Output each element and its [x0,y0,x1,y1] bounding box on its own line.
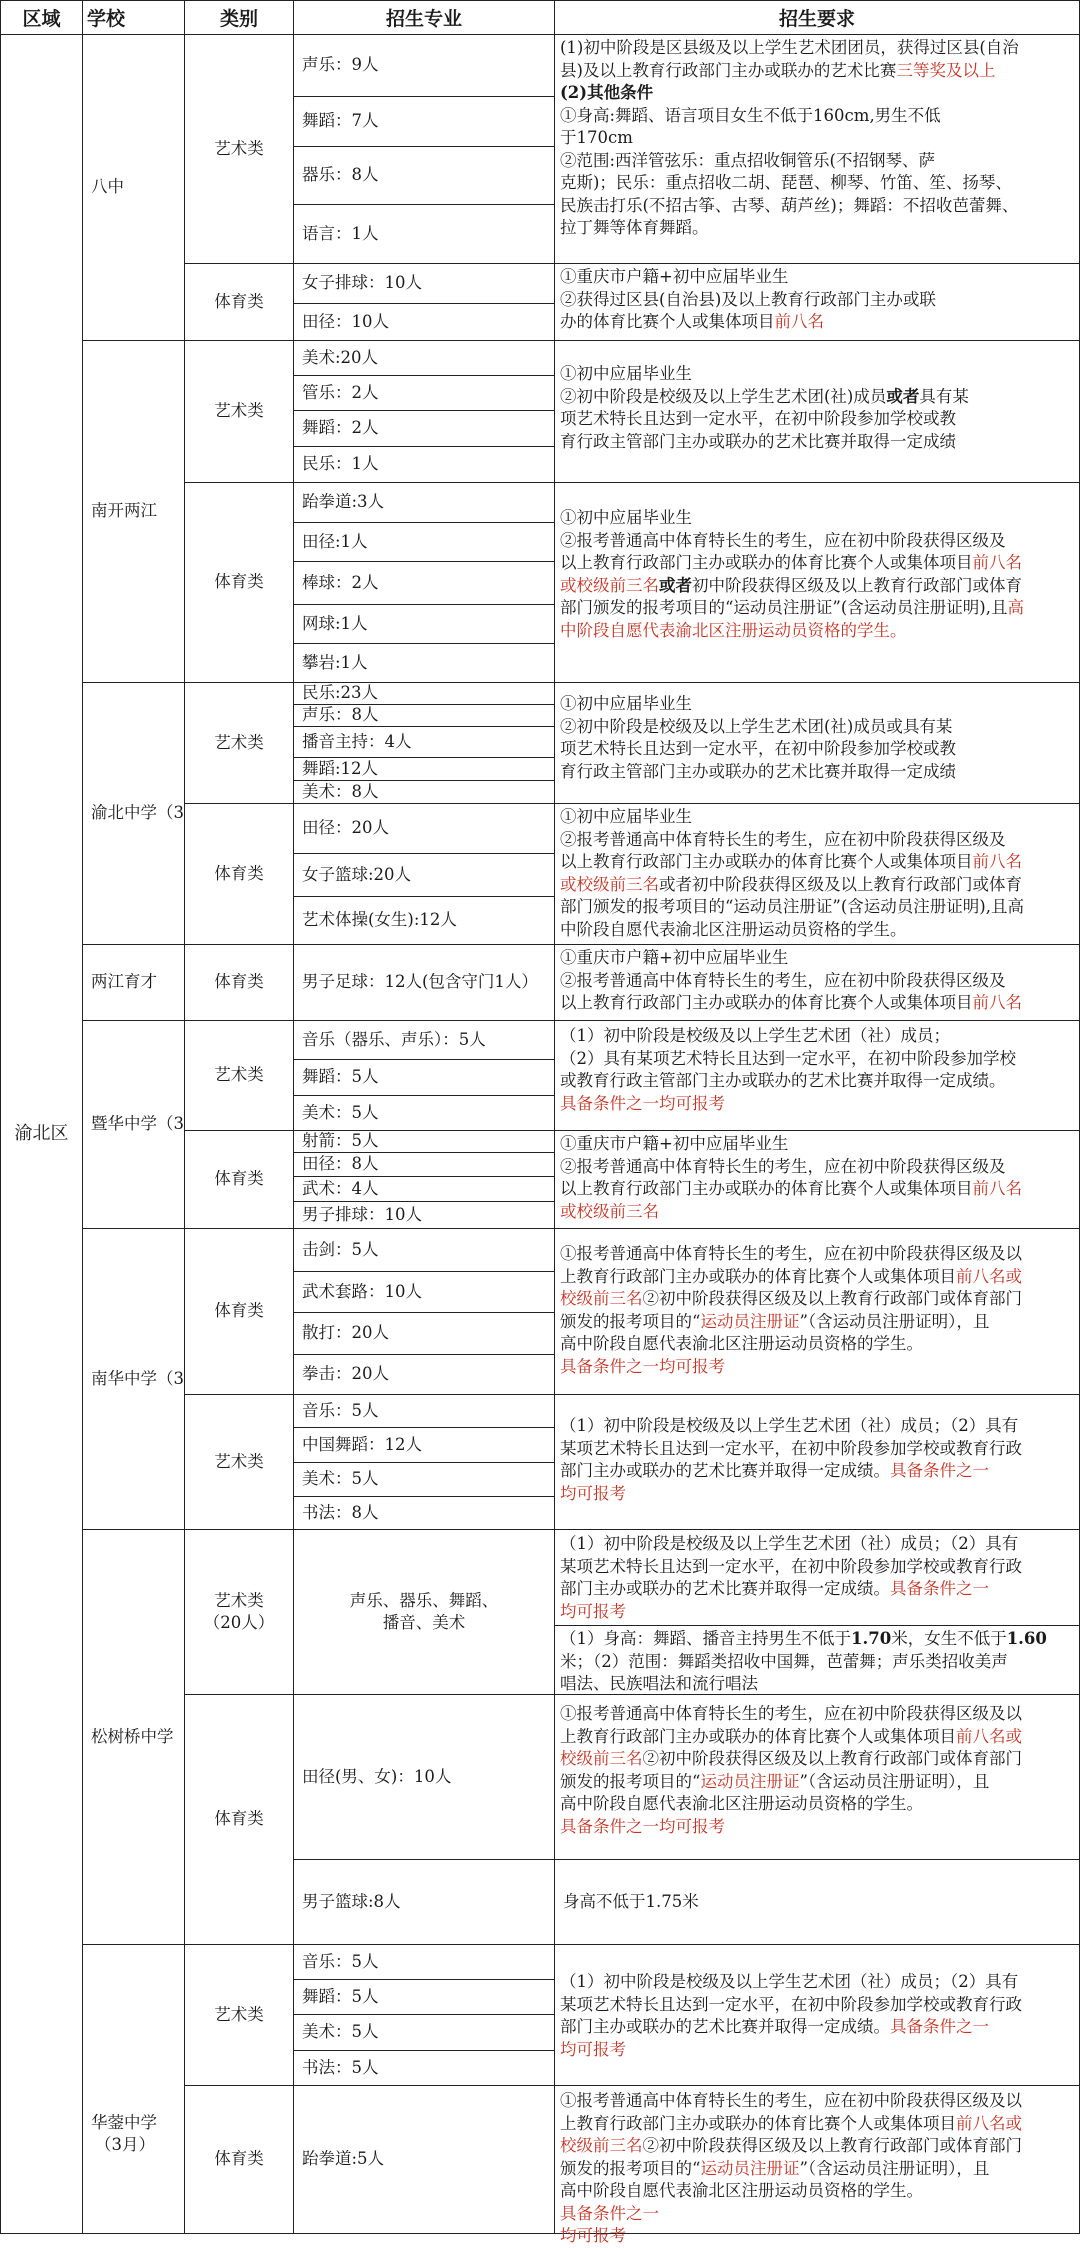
req-text: （1）初中阶段是校级及以上学生艺术团（社）成员；（2）具有 [560,1416,1019,1435]
header-requirement: 招生要求 [554,0,1080,35]
category-sports: 体育类 [184,2085,294,2234]
req-text: 部门颁发的报考项目的“运动员注册证”(含运动员注册证明),且高 [560,897,1024,916]
major-item: 舞蹈：2人 [293,410,555,447]
category-sports: 体育类 [184,263,294,341]
major-item: 舞蹈：5人 [293,1059,555,1096]
req-text: 县)及以上教育行政部门主办或联办的艺术比赛 [560,60,897,80]
requirement-cell [554,340,1080,483]
school-huaying-name: 华蓥中学 [91,2112,157,2132]
req-highlight: 均可报考 [560,1483,626,1503]
req-bold: 或者 [886,386,920,406]
req-highlight: 或校级前三名 [560,874,659,894]
req-text: 米；（2）范围：舞蹈类招收中国舞，芭蕾舞；声乐类招收美声 [560,1651,1008,1671]
req-highlight: 均可报考 [560,1601,626,1621]
category-art: 艺术类 [184,340,294,483]
school-nankai-liangjiang: 南开两江 [82,340,185,683]
req-text: （2）具有某项艺术特长且达到一定水平，在初中阶段参加学校 [560,1048,1016,1068]
req-text: 以上教育行政部门主办或联办的体育比赛个人或集体项目 [560,553,973,572]
req-text: ①初中应届毕业生 [560,364,692,383]
req-highlight: 前八名 [972,852,1022,871]
requirement-cell [554,1394,1080,1530]
category-sports: 体育类 [184,482,294,683]
school-huaying [82,1944,185,2234]
category-art-count: （20人） [203,1613,275,1632]
major-item: 艺术体操(女生):12人 [293,896,555,945]
school-yubei: 渝北中学（3 [82,682,185,945]
major-item: 散打：20人 [293,1312,555,1355]
header-major: 招生专业 [293,0,555,35]
req-text: ①身高:舞蹈、语言项目女生不低于160cm,男生不低 [560,105,941,125]
major-item: 网球:1人 [293,604,555,644]
school-huaying-month: （3月） [95,2135,155,2154]
major-item: 民乐:23人 [293,682,555,705]
req-text: 部门颁发的报考项目的“运动员注册证”(含运动员注册证明),且 [560,598,1008,617]
requirement-cell [554,1130,1080,1229]
req-text: 中阶段自愿代表渝北区注册运动员资格的学生。 [560,919,907,939]
major-item: 美术:20人 [293,340,555,376]
requirement-cell [554,1625,1080,1695]
major-item: 声乐：8人 [293,704,555,727]
req-text: ②获得过区县(自治县)及以上教育行政部门主办或联 [560,289,936,309]
req-text: 拉丁舞等体育舞蹈。 [560,218,709,237]
requirement-cell [554,1694,1080,1860]
major-item: 舞蹈：7人 [293,96,555,147]
req-text: 上教育行政部门主办或联办的体育比赛个人或集体项目 [560,1266,956,1286]
req-text: ②报考普通高中体育特长生的考生，应在初中阶段获得区级及 [560,530,1006,550]
requirement-cell: 身高不低于1.75米 [554,1859,1080,1945]
major-item: 美术：5人 [293,2014,555,2051]
req-text: （1）初中阶段是校级及以上学生艺术团（社）成员；（2）具有 [560,1972,1019,1991]
req-highlight: 校级前三名 [560,2136,643,2155]
req-text: 高中阶段自愿代表渝北区注册运动员资格的学生。 [560,1334,923,1353]
major-item: 跆拳道:5人 [293,2085,555,2234]
req-highlight: 具备条件之一 [890,1461,989,1480]
major-item: 美术：5人 [293,1462,555,1497]
req-highlight: 具备条件之一 [560,2203,659,2223]
major-line: 播音、美术 [382,1613,466,1632]
req-highlight: 前八名 [774,312,824,331]
requirement-cell [554,803,1080,945]
req-text: 育行政主管部门主办或联办的艺术比赛并取得一定成绩 [560,431,956,451]
school-nanhua: 南华中学（3 [82,1228,185,1530]
req-highlight: 前八名 [972,993,1022,1012]
req-highlight: 运动员注册证 [700,1311,800,1331]
requirement-cell [554,2085,1080,2245]
major-item [293,1529,555,1695]
req-highlight: 或校级前三名 [560,1201,659,1221]
major-item: 管乐：2人 [293,375,555,411]
category-sports: 体育类 [184,1694,294,1945]
requirement-cell [554,482,1080,683]
major-item: 田径：20人 [293,803,555,854]
major-item: 器乐：8人 [293,146,555,205]
major-item: 书法：5人 [293,2050,555,2086]
req-bold: 1.60 [1006,1629,1047,1648]
req-text: （1）初中阶段是校级及以上学生艺术团（社）成员； [560,1026,950,1045]
req-text: ②初中阶段是校级及以上学生艺术团(社)成员 [560,386,887,406]
major-item: 男子排球：10人 [293,1201,555,1229]
category-sports: 体育类 [184,1130,294,1229]
req-bold: 或者 [659,575,692,595]
req-text: 上教育行政部门主办或联办的体育比赛个人或集体项目 [560,1726,956,1746]
header-school: 学校 [82,0,185,35]
req-text: 办的体育比赛个人或集体项目 [560,312,775,331]
major-item: 中国舞蹈：12人 [293,1427,555,1463]
req-text: 部门主办或联办的艺术比赛并取得一定成绩。 [560,1461,890,1480]
major-line: 声乐、器乐、舞蹈、 [349,1590,499,1610]
req-text: 某项艺术特长且达到一定水平，在初中阶段参加学校或教育行政 [560,1556,1022,1576]
req-highlight: 具备条件之一 [890,2017,989,2036]
requirement-cell [554,34,1080,264]
req-text: 以上教育行政部门主办或联办的体育比赛个人或集体项目 [560,852,973,871]
req-text: ②初中阶段获得区级及以上教育行政部门或体育部门 [642,1289,1022,1308]
req-text: 项艺术特长且达到一定水平，在初中阶段参加学校或教 [560,409,956,428]
major-item: 播音主持：4人 [293,726,555,758]
school-songshuqiao: 松树桥中学 [82,1529,185,1945]
major-item: 射箭：5人 [293,1130,555,1153]
req-highlight: 运动员注册证 [700,1771,800,1791]
req-text: 部门主办或联办的艺术比赛并取得一定成绩。 [560,2017,890,2036]
school-bazhong: 八中 [82,34,185,341]
req-text: ②报考普通高中体育特长生的考生，应在初中阶段获得区级及 [560,970,1006,990]
major-item: 田径：10人 [293,303,555,341]
requirement-cell [554,944,1080,1021]
req-text: ②初中阶段获得区级及以上教育行政部门或体育部门 [642,1749,1022,1768]
req-text: 于170cm [560,128,633,147]
req-highlight: 三等奖及以上 [896,60,996,80]
category-sports: 体育类 [184,803,294,945]
req-text: 颁发的报考项目的“ [560,1311,701,1331]
req-text: 高中阶段自愿代表渝北区注册运动员资格的学生。 [560,2181,923,2200]
req-highlight: 前八名或 [956,1726,1022,1746]
major-item: 武术套路：10人 [293,1271,555,1313]
major-item: 女子排球：10人 [293,263,555,304]
req-text: 米，女生不低于 [891,1629,1007,1648]
major-item: 舞蹈：5人 [293,1979,555,2015]
req-highlight: 均可报考 [560,2226,626,2245]
category-art: 艺术类 [184,1944,294,2086]
req-text: ①初中应届毕业生 [560,508,692,527]
req-text: ①报考普通高中体育特长生的考生，应在初中阶段获得区级及以 [560,1704,1022,1723]
major-item: 语言：1人 [293,204,555,264]
req-text: (1)初中阶段是区县级及以上学生艺术团团员，获得过区县(自治 [560,38,1019,57]
requirement-cell [554,1944,1080,2086]
major-item: 跆拳道:3人 [293,482,555,523]
header-region: 区域 [0,0,83,35]
req-highlight: 前八名或 [956,1266,1022,1286]
category-art: 艺术类 [184,1394,294,1530]
req-highlight: 或校级前三名 [560,575,659,595]
major-item: 舞蹈:12人 [293,757,555,781]
major-item: 民乐：1人 [293,446,555,483]
major-item: 音乐：5人 [293,1944,555,1980]
req-text: ②初中阶段是校级及以上学生艺术团(社)成员或具有某 [560,716,953,736]
category-art-label: 艺术类 [214,1590,264,1610]
req-text: 高中阶段自愿代表渝北区注册运动员资格的学生。 [560,1794,923,1813]
school-liangjiang-yucai: 两江育才 [82,944,185,1021]
req-text: ①报考普通高中体育特长生的考生，应在初中阶段获得区级及以 [560,2091,1022,2110]
req-text: 以上教育行政部门主办或联办的体育比赛个人或集体项目 [560,993,973,1012]
region-cell: 渝北区 [0,34,83,2234]
req-subheading: (2)其他条件 [560,83,654,102]
req-text: 或教育行政主管部门主办或联办的艺术比赛并取得一定成绩。 [560,1071,1006,1090]
req-highlight: 具备条件之一均可报考 [560,1356,725,1376]
req-text: 部门主办或联办的艺术比赛并取得一定成绩。 [560,1579,890,1598]
major-item: 书法：8人 [293,1496,555,1530]
req-highlight: 前八名 [972,553,1022,572]
requirement-cell [554,1529,1080,1626]
req-text: 具有某 [919,386,969,406]
req-text: ①报考普通高中体育特长生的考生，应在初中阶段获得区级及以 [560,1244,1022,1263]
req-highlight: 前八名 [972,1179,1022,1198]
req-text: ①重庆市户籍+初中应届毕业生 [560,948,789,967]
major-item: 音乐（器乐、声乐）：5人 [293,1020,555,1060]
req-text: 项艺术特长且达到一定水平，在初中阶段参加学校或教 [560,739,956,758]
major-item: 美术：8人 [293,780,555,804]
major-item: 拳击：20人 [293,1354,555,1395]
major-item: 美术：5人 [293,1095,555,1131]
req-highlight: 高 [1007,598,1024,617]
major-item: 田径:1人 [293,522,555,562]
req-highlight: 中阶段自愿代表渝北区注册运动员资格的学生。 [560,620,907,640]
req-text: 某项艺术特长且达到一定水平，在初中阶段参加学校或教育行政 [560,1438,1022,1458]
category-art: 艺术类 [184,682,294,804]
major-item: 男子篮球:8人 [293,1859,555,1945]
header-category: 类别 [184,0,294,35]
req-text: ”（含运动员注册证明），且 [799,2158,990,2178]
category-sports: 体育类 [184,1228,294,1395]
major-item: 田径(男、女)：10人 [293,1694,555,1860]
requirement-cell [554,1228,1080,1395]
req-text: 民族击打乐(不招古筝、古琴、葫芦丝)；舞蹈：不招收芭蕾舞、 [560,195,1019,215]
req-highlight: 运动员注册证 [700,2158,800,2178]
req-text: ①重庆市户籍+初中应届毕业生 [560,267,789,286]
major-item: 攀岩:1人 [293,643,555,683]
req-text: ②初中阶段获得区级及以上教育行政部门或体育部门 [642,2136,1022,2155]
major-item: 棒球：2人 [293,561,555,605]
req-bold: 1.70 [851,1629,892,1648]
major-item: 声乐：9人 [293,34,555,97]
req-text: ①初中应届毕业生 [560,694,692,713]
major-item: 武术：4人 [293,1176,555,1202]
category-art-20 [184,1529,294,1695]
req-text: 或者初中阶段获得区级及以上教育行政部门或体育 [659,874,1022,894]
req-text: 上教育行政部门主办或联办的体育比赛个人或集体项目 [560,2113,956,2133]
req-text: ②范围:西洋管弦乐：重点招收铜管乐(不招钢琴、萨 [560,150,935,170]
req-text: 唱法、民族唱法和流行唱法 [560,1674,758,1693]
requirement-cell [554,682,1080,804]
req-highlight: 校级前三名 [560,1749,643,1768]
req-text: 以上教育行政部门主办或联办的体育比赛个人或集体项目 [560,1179,973,1198]
requirement-cell [554,1020,1080,1131]
category-sports: 体育类 [184,944,294,1021]
req-text: 某项艺术特长且达到一定水平，在初中阶段参加学校或教育行政 [560,1994,1022,2014]
req-text: ”（含运动员注册证明），且 [799,1311,990,1331]
req-highlight: 校级前三名 [560,1289,643,1308]
req-text: 克斯)；民乐：重点招收二胡、琵琶、柳琴、竹笛、笙、扬琴、 [560,173,1012,192]
req-text: 颁发的报考项目的“ [560,2158,701,2178]
req-text: ②报考普通高中体育特长生的考生，应在初中阶段获得区级及 [560,829,1006,849]
req-text: ”（含运动员注册证明），且 [799,1771,990,1791]
req-highlight: 具备条件之一均可报考 [560,1816,725,1836]
req-highlight: 前八名或 [956,2113,1022,2133]
req-highlight: 具备条件之一 [890,1579,989,1598]
req-text: 初中阶段获得区级及以上教育行政部门或体育 [692,575,1022,595]
req-text: 颁发的报考项目的“ [560,1771,701,1791]
category-art: 艺术类 [184,1020,294,1131]
req-text: 育行政主管部门主办或联办的艺术比赛并取得一定成绩 [560,761,956,781]
req-text: （1）初中阶段是校级及以上学生艺术团（社）成员；（2）具有 [560,1534,1019,1553]
req-text: ①重庆市户籍+初中应届毕业生 [560,1134,789,1153]
major-item: 击剑：5人 [293,1228,555,1272]
req-text: ②报考普通高中体育特长生的考生，应在初中阶段获得区级及 [560,1156,1006,1176]
major-item: 男子足球：12人(包含守门1人） [293,944,555,1021]
school-jihua: 暨华中学（3 [82,1020,185,1229]
major-item: 女子篮球:20人 [293,853,555,897]
requirement-cell [554,263,1080,341]
category-art: 艺术类 [184,34,294,264]
major-item: 田径：8人 [293,1152,555,1177]
req-text: ①初中应届毕业生 [560,807,692,826]
req-text: （1）身高：舞蹈、播音主持男生不低于 [560,1629,851,1648]
major-item: 音乐：5人 [293,1394,555,1428]
req-highlight: 均可报考 [560,2039,626,2059]
req-highlight: 具备条件之一均可报考 [560,1093,725,1113]
